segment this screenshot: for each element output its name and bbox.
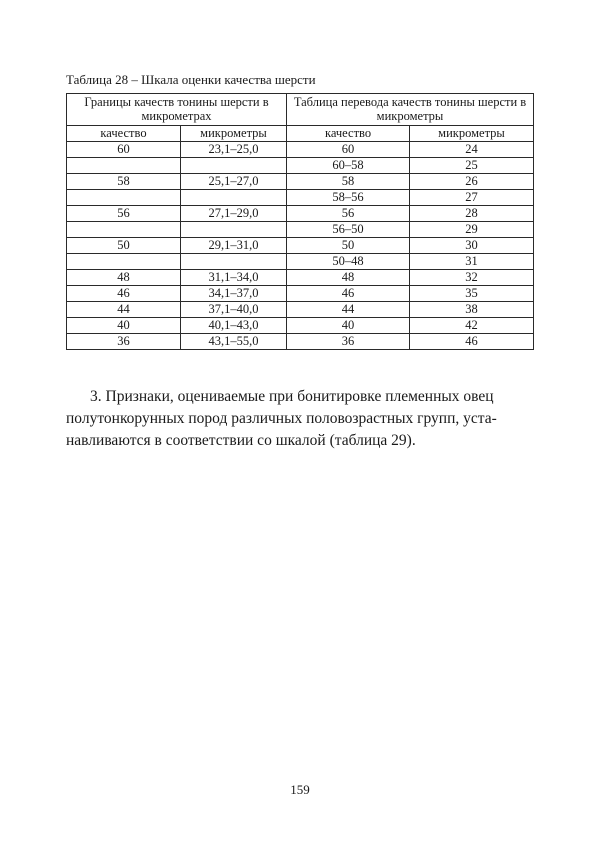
table-cell: 60–58: [287, 158, 410, 174]
column-header-micrometers: микрометры: [181, 126, 287, 142]
table-cell: 44: [287, 302, 410, 318]
table-cell: 46: [287, 286, 410, 302]
paragraph-line: 3. Признаки, оцениваемые при бонитировке племенных овец: [90, 388, 494, 405]
table-cell: [67, 254, 181, 270]
table-row: [67, 174, 534, 190]
table-row: [67, 142, 534, 158]
table-cell: 25,1–27,0: [181, 174, 287, 190]
table-cell: 40: [287, 318, 410, 334]
table-row: [67, 158, 534, 174]
wool-quality-table: [66, 93, 534, 350]
table-cell: 50: [287, 238, 410, 254]
table-cell: 29: [410, 222, 534, 238]
table-row: [67, 270, 534, 286]
table-cell: 30: [410, 238, 534, 254]
table-cell: [67, 190, 181, 206]
table-cell: [67, 222, 181, 238]
table-cell: [181, 158, 287, 174]
table-cell: 27,1–29,0: [181, 206, 287, 222]
table-cell: 31: [410, 254, 534, 270]
table-cell: 48: [287, 270, 410, 286]
table-cell: 40: [67, 318, 181, 334]
table-row: [67, 254, 534, 270]
table-row: [67, 206, 534, 222]
table-cell: 35: [410, 286, 534, 302]
table-cell: 23,1–25,0: [181, 142, 287, 158]
table-cell: 40,1–43,0: [181, 318, 287, 334]
table-cell: [181, 190, 287, 206]
body-paragraph: [66, 386, 533, 452]
table-cell: [181, 222, 287, 238]
table-row: [67, 238, 534, 254]
column-header-micrometers: микрометры: [410, 126, 534, 142]
table-cell: 58: [287, 174, 410, 190]
table-cell: [181, 254, 287, 270]
paragraph-line: навливаются в соответствии со шкалой (таблица 29).: [66, 432, 416, 449]
table-cell: 36: [287, 334, 410, 350]
table-cell: [67, 158, 181, 174]
table-cell: 56: [287, 206, 410, 222]
table-cell: 31,1–34,0: [181, 270, 287, 286]
table-cell: 56: [67, 206, 181, 222]
table-row: [67, 286, 534, 302]
table-row: [67, 190, 534, 206]
table-row: [67, 222, 534, 238]
table-cell: 27: [410, 190, 534, 206]
table-cell: 26: [410, 174, 534, 190]
table-cell: 34,1–37,0: [181, 286, 287, 302]
column-header-quality: качество: [287, 126, 410, 142]
table-cell: 60: [287, 142, 410, 158]
table-cell: 60: [67, 142, 181, 158]
table-cell: 37,1–40,0: [181, 302, 287, 318]
table-cell: 28: [410, 206, 534, 222]
table-row: [67, 318, 534, 334]
table-cell: 24: [410, 142, 534, 158]
page-number: 159: [290, 782, 310, 797]
table-cell: 36: [67, 334, 181, 350]
column-header-quality: качество: [67, 126, 181, 142]
table-cell: 43,1–55,0: [181, 334, 287, 350]
table-cell: 56–50: [287, 222, 410, 238]
table-row: [67, 302, 534, 318]
table-cell: 46: [67, 286, 181, 302]
group-header-conversion: Таблица перевода качеств тонины шерсти в микрометры: [287, 94, 534, 126]
table-cell: 42: [410, 318, 534, 334]
table-cell: 48: [67, 270, 181, 286]
table-cell: 50: [67, 238, 181, 254]
table-cell: 29,1–31,0: [181, 238, 287, 254]
table-row: [67, 334, 534, 350]
table-cell: 25: [410, 158, 534, 174]
table-cell: 58–56: [287, 190, 410, 206]
table-cell: 32: [410, 270, 534, 286]
table-cell: 58: [67, 174, 181, 190]
table-cell: 44: [67, 302, 181, 318]
table-cell: 38: [410, 302, 534, 318]
table-cell: 50–48: [287, 254, 410, 270]
paragraph-line: полутонкорунных пород различных половозрастных групп, уста-: [66, 410, 497, 427]
table-cell: 46: [410, 334, 534, 350]
group-header-limits: Границы качеств тонины шерсти в микрометрах: [67, 94, 287, 126]
table-caption: Таблица 28 – Шкала оценки качества шерсти: [66, 72, 316, 87]
